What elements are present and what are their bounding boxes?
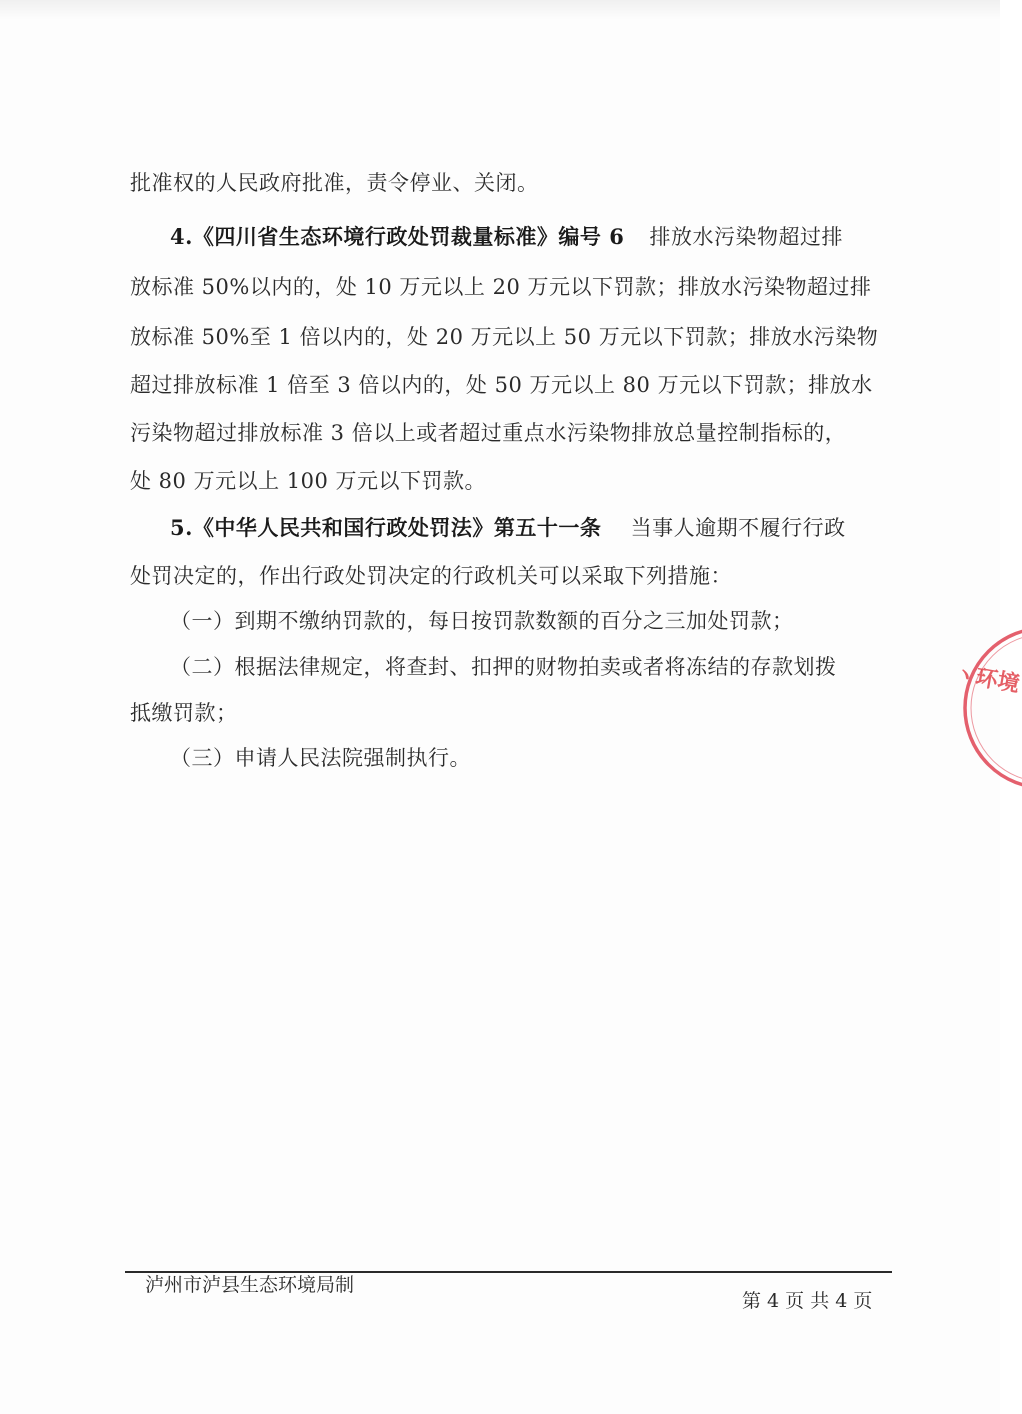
- body-line-8: [170, 513, 846, 543]
- list-item-2: （二）根据法律规定，将查封、扣押的财物拍卖或者将冻结的存款划拨: [170, 655, 837, 679]
- official-seal-icon: [935, 623, 1022, 793]
- body-line-1: 批准权的人民政府批准，责令停业、关闭。: [130, 171, 539, 195]
- body-line-6: 污染物超过排放标准 3 倍以上或者超过重点水污染物排放总量控制指标的，: [130, 421, 847, 445]
- body-line-4: 放标准 50%至 1 倍以内的，处 20 万元以上 50 万元以下罚款；排放水污染物: [130, 325, 879, 349]
- footer-issuer: 泸州市泸县生态环境局制: [145, 1274, 355, 1296]
- body-line-3: 放标准 50%以内的，处 10 万元以上 20 万元以下罚款；排放水污染物超过排: [130, 275, 872, 299]
- body-line-2-text: 排放水污染物超过排: [649, 225, 844, 249]
- body-line-5: 超过排放标准 1 倍至 3 倍以内的，处 50 万元以上 80 万元以下罚款；排放水: [130, 373, 873, 397]
- body-line-8-text: 当事人逾期不履行行政: [630, 516, 846, 540]
- list-item-2-continued: 抵缴罚款；: [130, 701, 238, 725]
- body-line-2: [170, 222, 843, 252]
- list-item-1: （一）到期不缴纳罚款的，每日按罚款数额的百分之三加处罚款；: [170, 609, 794, 633]
- law-reference-heading-4: 4.《四川省生态环境行政处罚裁量标准》编号 6: [170, 224, 625, 249]
- list-item-3: （三）申请人民法院强制执行。: [170, 746, 471, 770]
- footer-page-number: 第 4 页 共 4 页: [742, 1290, 873, 1312]
- seal-text: ヽ环境: [951, 660, 1022, 698]
- body-line-7: 处 80 万元以上 100 万元以下罚款。: [130, 469, 487, 493]
- law-reference-heading-5: 5.《中华人民共和国行政处罚法》第五十一条: [170, 515, 602, 540]
- body-line-9: 处罚决定的，作出行政处罚决定的行政机关可以采取下列措施：: [130, 564, 732, 588]
- scan-edge: [0, 0, 1000, 20]
